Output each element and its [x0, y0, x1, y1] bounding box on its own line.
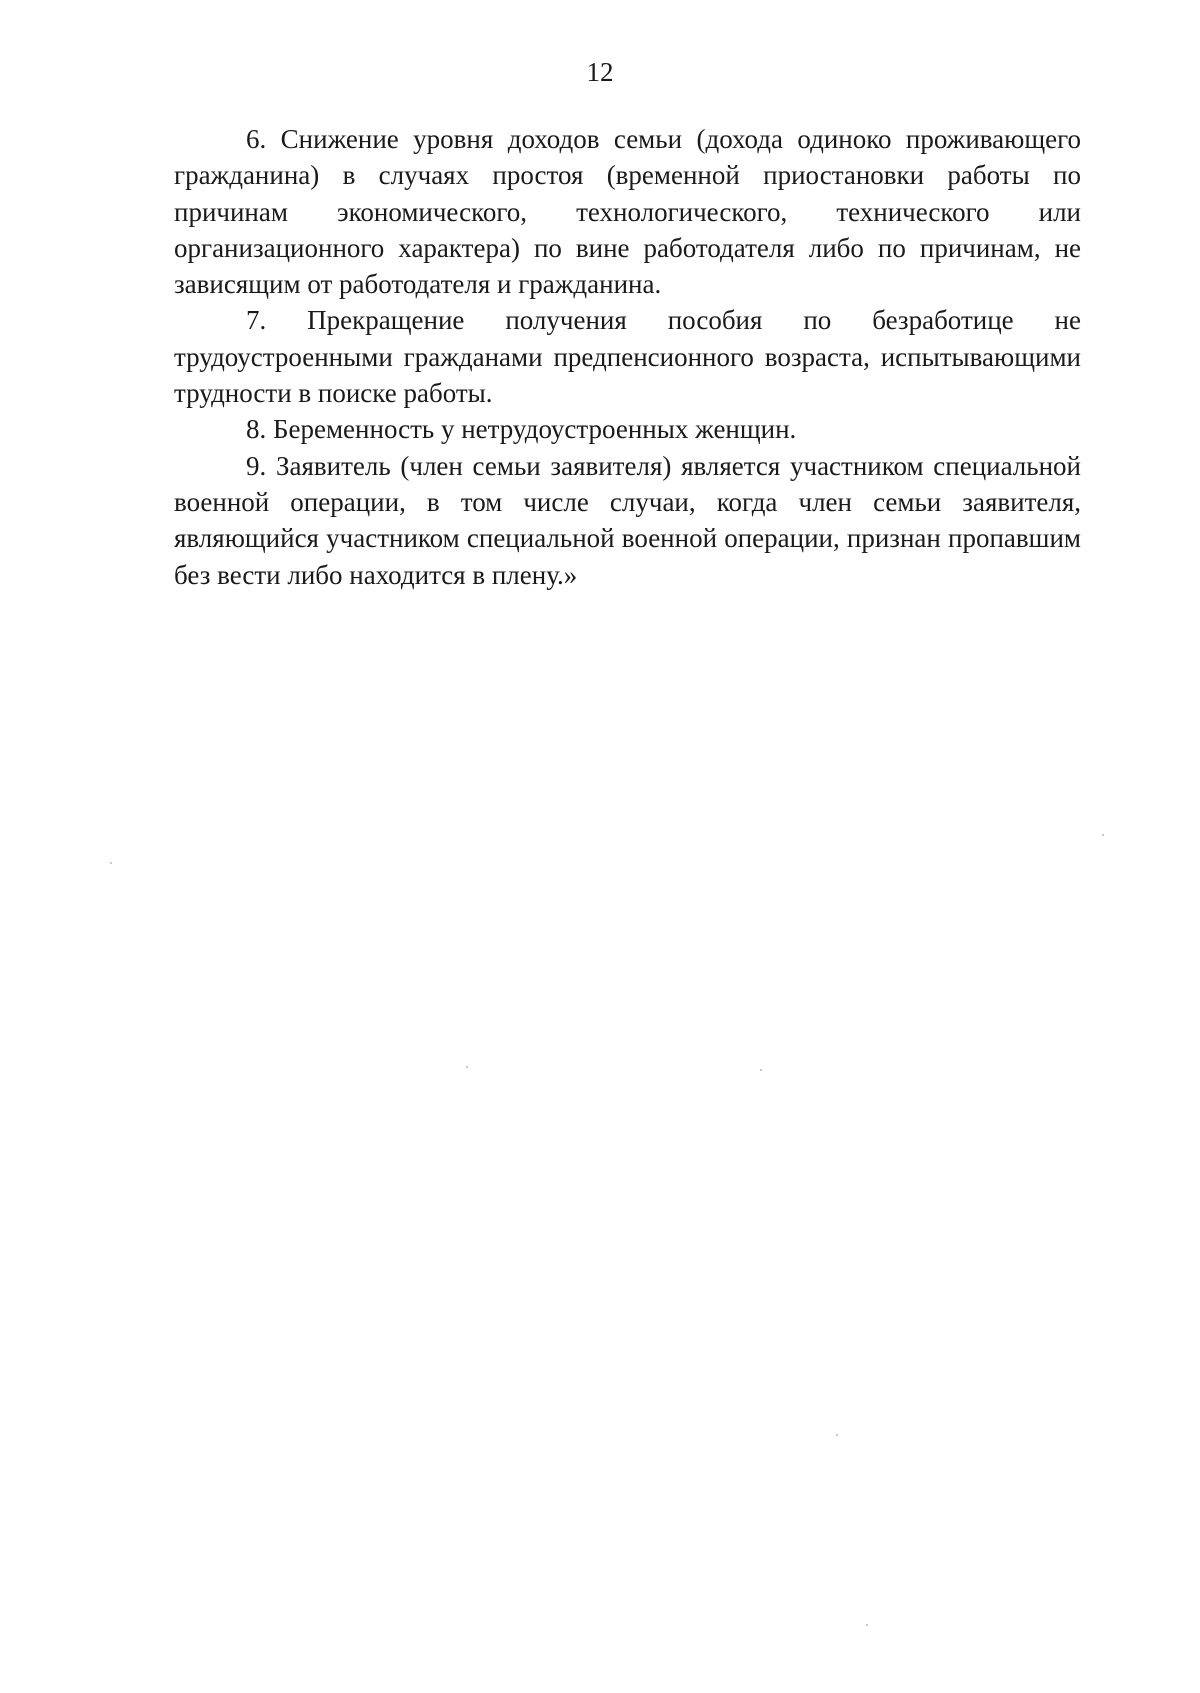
- scan-speck: [836, 1434, 838, 1436]
- scan-speck: [466, 1066, 468, 1068]
- scan-speck: [110, 862, 112, 864]
- scan-speck: [866, 1624, 868, 1626]
- page-number: 12: [586, 57, 614, 87]
- paragraph-item-8: 8. Беременность у нетрудоустроенных женщин.: [246, 414, 797, 445]
- document-body: [174, 121, 1081, 593]
- scan-speck: [760, 1069, 762, 1071]
- paragraph-item-6: 6. Снижение уровня доходов семьи (дохода одиноко проживающего гражданина) в случаях простоя (временной приостановки работы по причинам экономического, технологического, технического или организационного характера) по вине работодателя либо по причинам, не зависящим от работодателя и гражданина.: [174, 124, 1081, 300]
- scan-speck: [1102, 834, 1104, 836]
- paragraph-item-9: 9. Заявитель (член семьи заявителя) является участником специальной военной операции, в том числе случаи, когда член семьи заявителя, являющийся участником специальной военной операции, признан пропавшим без вести либо находится в плену.»: [174, 450, 1081, 590]
- paragraph-item-7: 7. Прекращение получения пособия по безработице не трудоустроенными гражданами предпенсионного возраста, испытывающими трудности в поиске работы.: [174, 305, 1081, 409]
